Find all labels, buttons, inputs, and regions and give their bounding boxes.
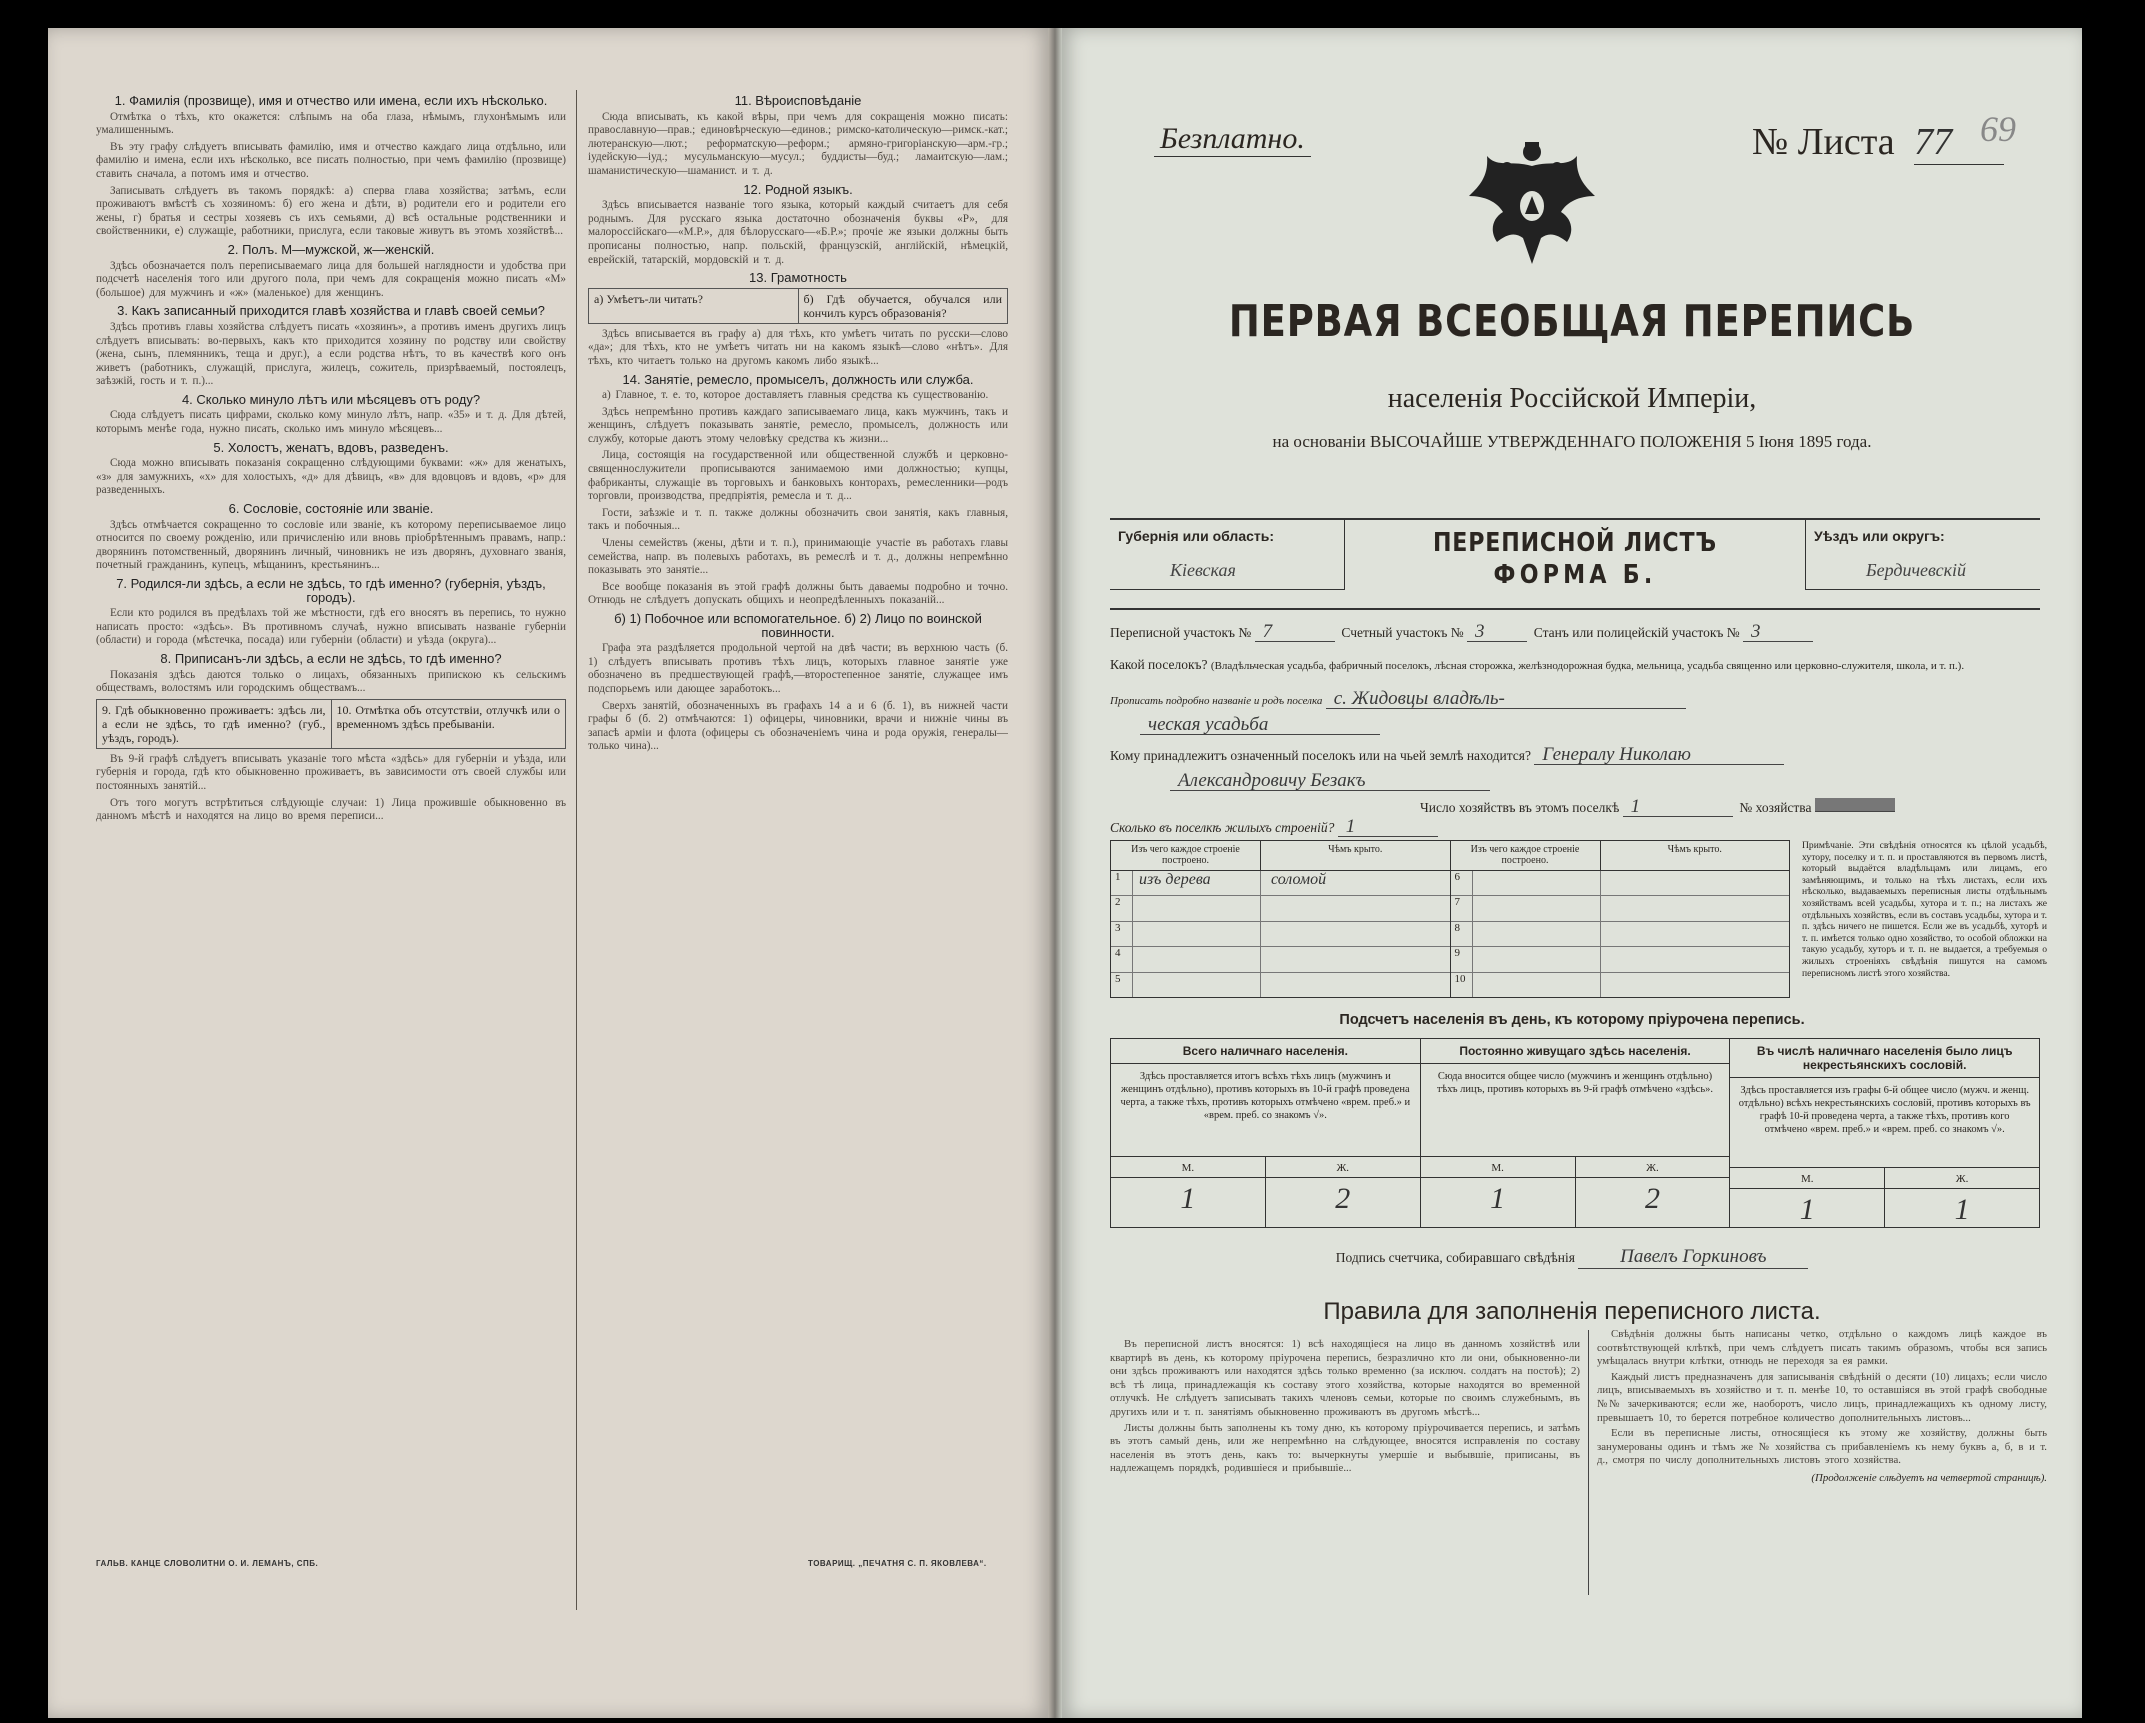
form-type: ФОРМА Б. xyxy=(1493,560,1657,590)
form-header xyxy=(1110,518,2040,610)
rules-column-right xyxy=(1597,1328,2047,1486)
male-count: 1 xyxy=(1180,1182,1196,1215)
count-district-value: 3 xyxy=(1467,623,1527,642)
material-cell xyxy=(1133,947,1261,971)
material-cell xyxy=(1473,947,1601,971)
row-number: 2 xyxy=(1111,896,1133,920)
household-number-value xyxy=(1815,798,1895,812)
census-district-label: Переписной участокъ № xyxy=(1110,625,1252,640)
roof-cell xyxy=(1601,871,1790,895)
sheet-number-label: № Листа xyxy=(1752,121,1895,163)
literacy-subheadings xyxy=(588,288,1008,324)
section-text: Члены семействъ (жены, дѣти и т. п.), принимающіе участіе въ работахъ главы семейства, напр. въ полевыхъ работахъ, въ ремеслѣ и т. д., должны непремѣнно показывать это занятіе... xyxy=(588,537,1008,577)
material-cell xyxy=(1133,922,1261,946)
section-heading: 8. Приписанъ-ли здѣсь, а если не здѣсь, то гдѣ именно? xyxy=(160,650,502,666)
roof-cell xyxy=(1261,922,1450,946)
printer-imprint-left: ГАЛЬВ. КАНЦЕ СЛОВОЛИТНИ О. И. ЛЕМАНЪ, СПБ. xyxy=(96,1559,319,1568)
population-description: Сюда вносится общее число (мужчинъ и женщинъ отдѣльно) тѣхъ лицъ, противъ которыхъ въ 9-й графѣ отмѣчено «здѣсь». xyxy=(1436,1071,1714,1095)
settlement-value-line-2 xyxy=(1110,716,2040,735)
table-row xyxy=(1111,871,1450,896)
female-count: 2 xyxy=(1265,1178,1420,1227)
owner-value: Генералу Николаю xyxy=(1534,746,1784,765)
section-text: Графа эта раздѣляется продольной чертой на двѣ части; въ верхнюю часть (б. 1) слѣдуетъ вписывать противъ тѣхъ лицъ, которыхъ главное занятіе уже обозначено въ предшествующей графѣ,—второстепенное занятіе, служащее имъ подспорьемъ или дающее заработокъ... xyxy=(588,642,1008,695)
population-values xyxy=(1421,1178,1730,1227)
buildings-table-header xyxy=(1111,841,1450,871)
male-header: М. xyxy=(1801,1173,1814,1185)
rules-paragraph: Если въ переписные листы, относящіеся къ этому же хозяйству, должны быть занумерованы одинъ и тѣмъ же № хозяйства съ прибавленіемъ къ нему буквъ а, б, в и т. д., смотря по числу дополнительныхъ листовъ этого хозяйства. xyxy=(1597,1427,2047,1467)
section-text: Гости, заѣзжіе и т. п. также должны обозначить свои занятія, какъ главныя, такъ и побочныя... xyxy=(588,506,1008,533)
settlement-value-line xyxy=(1110,690,2040,710)
population-header: Постоянно живущаго здѣсь населенія. xyxy=(1421,1039,1730,1064)
instructions-column-1 xyxy=(96,90,566,1570)
rules-paragraph: Свѣдѣнія должны быть написаны четко, отдѣльно о каждомъ лицѣ каждое въ соотвѣтствующей клѣткѣ, при чемъ слѣдуетъ писать такимъ образомъ, чтобы вся запись умѣщалась внутри клѣтки, отнюдь не переходя за ея рамки. xyxy=(1597,1328,2047,1368)
section-text: а) Главное, т. е. то, которое доставляетъ главныя средства къ существованію. xyxy=(602,389,989,402)
household-number-label: № хозяйства xyxy=(1739,800,1812,815)
book-gutter xyxy=(1048,28,1062,1718)
buildings-label: Сколько въ поселкѣ жилыхъ строеній? xyxy=(1110,820,1335,835)
section-heading: 14. Занятіе, ремесло, промыселъ, должность или служба. xyxy=(622,371,974,387)
population-values xyxy=(1111,1178,1420,1227)
section-heading: 5. Холостъ, женатъ, вдовъ, разведенъ. xyxy=(213,439,449,455)
stan-value: 3 xyxy=(1743,623,1813,642)
population-header: Въ числѣ наличнаго населенія было лицъ некрестьянскихъ сословій. xyxy=(1730,1039,2039,1078)
signature-value: Павелъ Горкиновъ xyxy=(1578,1246,1808,1269)
population-table xyxy=(1110,1038,2040,1228)
section-heading: 9. Гдѣ обыкновенно проживаетъ: здѣсь ли, а если не здѣсь, то гдѣ именно? (губ., уѣздъ, городъ). xyxy=(102,702,326,745)
population-column-permanent xyxy=(1420,1039,1730,1227)
free-label: Безплатно. xyxy=(1154,122,1311,157)
gubernia-value: Кіевская xyxy=(1170,560,1236,580)
row-number: 3 xyxy=(1111,922,1133,946)
table-row xyxy=(1451,871,1790,896)
owner-line xyxy=(1110,746,2040,765)
material-header: Изъ чего каждое строеніе построено. xyxy=(1451,841,1601,870)
table-row xyxy=(1111,896,1450,921)
buildings-table-right xyxy=(1450,841,1790,997)
page-subtitle: населенія Россійской Имперіи, xyxy=(1387,383,1757,414)
roof-cell xyxy=(1261,973,1450,997)
row-number: 10 xyxy=(1451,973,1473,997)
material-cell xyxy=(1473,871,1601,895)
section-text: Здѣсь отмѣчается сокращенно то сословіе или званіе, къ которому переписываемое лицо относится по своему рожденію, или причисленію или вновь пріобрѣтеннымъ правамъ, напр.: дворянинъ потомственный, дворянинъ личный, чиновникъ не изъ дворянъ, духовнаго званія, почетный гражданинъ, купецъ, мѣщанинъ, крестьянинъ... xyxy=(96,518,566,572)
roof-cell xyxy=(1601,896,1790,920)
table-row xyxy=(1451,922,1790,947)
uezd-value: Бердичевскій xyxy=(1866,560,1967,580)
roof-header: Чѣмъ крыто. xyxy=(1667,844,1722,855)
gubernia-label: Губернія или область: xyxy=(1118,528,1275,544)
enumerator-signature-line xyxy=(1062,1246,2082,1269)
rules-column-left xyxy=(1110,1338,1580,1478)
legal-basis: на основаніи ВЫСОЧАЙШЕ УТВЕРЖДЕННАГО ПОЛОЖЕНІЯ 5 Іюня 1895 года. xyxy=(1272,432,1872,451)
roof-cell xyxy=(1261,947,1450,971)
table-row xyxy=(1111,947,1450,972)
section-subheading: а) Умѣетъ-ли читать? xyxy=(594,291,703,306)
sheet-number-value: 77 xyxy=(1914,120,2004,165)
section-text: Сюда можно вписывать показанія сокращенно слѣдующими буквами: «ж» для женатыхъ, «з» для замужнихъ, «х» для холостыхъ, «д» для дѣвицъ, «в» для вдовцовъ и вдовъ, «р» для разведенныхъ. xyxy=(96,457,566,497)
population-column-total xyxy=(1111,1039,1420,1227)
form-title-box xyxy=(1345,520,1805,608)
owner-label: Кому принадлежитъ означенный поселокъ или на чьей землѣ находится? xyxy=(1110,748,1531,763)
section-heading: 10. Отмѣтка объ отсутствіи, отлучкѣ или о временномъ здѣсь пребываніи. xyxy=(331,700,566,748)
households-line xyxy=(1110,798,2040,817)
section-text: Отъ того могутъ встрѣтиться слѣдующіе случаи: 1) Лица прожившіе обыкновенно въ данномъ мѣстѣ и находятся на лицо во время переписи... xyxy=(96,796,566,823)
female-header: Ж. xyxy=(1884,1168,2039,1188)
section-heading: 3. Какъ записанный приходится главѣ хозяйства и главѣ своей семьи? xyxy=(117,303,545,319)
section-text: Въ эту графу слѣдуетъ вписывать фамилію, имя и отчество каждаго лица отдѣльно, или фамилію и имена, если ихъ нѣсколько, все писать полностью, при чемъ фамилію (прозвище) ставить сначала, а потомъ имя и отчество. xyxy=(96,140,566,180)
column-divider xyxy=(576,90,577,1610)
buildings-note: Примѣчаніе. Эти свѣдѣнія относятся къ цѣлой усадьбѣ, хутору, поселку и т. п. и проставляются въ первомъ листѣ, который выдаётся владѣльцамъ или лицамъ, его замѣняющимъ, и только на тѣхъ листахъ, если ихъ нѣсколько, выдаваемыхъ переписныя листы отдѣльнымъ хозяйствамъ всей усадьбы, хутора и т. п.; на листахъ же отдѣльныхъ хозяйствъ, если въ составъ усадьбы, хутора и т. п. здѣсь ничего не пишется. Если же въ усадьбѣ, хуторѣ и т. п. имѣется только одно хозяйство, то особой обложки на такую усадьбу, хуторъ и т. п. не выдается, а требуемыя о жилыхъ строеніяхъ свѣдѣнія пишутся на самомъ переписномъ листѣ этого хозяйства. xyxy=(1802,840,2047,979)
section-pair-heading xyxy=(96,699,566,749)
section-text: Сюда вписывать, къ какой вѣры, при чемъ для сокращенія можно писать: православную—прав.; единовѣрческую—единов.; римско-католическую—римск.-кат.; лютеранскую—лют.; реформатскую—реформ.; армяно-григоріанскую—арм.-гр.; іудейскую—іуд.; мусульманскую—мусул.; буддисты—буд.; ламаитскую—лам.; шаманистическую—шаманист. и т. д. xyxy=(588,110,1008,177)
section-heading: 6. Сословіе, состояніе или званіе. xyxy=(228,501,434,517)
households-value: 1 xyxy=(1623,798,1733,817)
rules-divider xyxy=(1588,1330,1589,1595)
row-number: 8 xyxy=(1451,922,1473,946)
section-text: Здѣсь обозначается полъ переписываемаго лица для большей наглядности и удобства при подсчетѣ населенія того или другого пола, при чемъ для сокращенія можно писать «М» (большое) для мужчинъ и «ж» (маленькое) для женщинъ. xyxy=(96,259,566,299)
section-text: Записывать слѣдуетъ въ такомъ порядкѣ: а) сперва глава хозяйства; затѣмъ, если проживаютъ вмѣстѣ съ хозяиномъ: б) его жена и дѣти, в) родители его и родители его жены, г) братья и сестры хозяевъ съ ихъ семьями, д) всѣ остальные родственники и свойственники, е) служащіе, работники, прислуга, если таковые живутъ въ этомъ хозяйствѣ... xyxy=(96,184,566,238)
settlement-hint-2: Прописать подробно названіе и родъ поселка xyxy=(1110,695,1323,707)
buildings-table xyxy=(1110,840,1790,998)
female-header: Ж. xyxy=(1575,1157,1730,1177)
uezd-box xyxy=(1805,520,2040,590)
section-text: Сверхъ занятій, обозначенныхъ въ графахъ 14 а и 6 (б. 1), въ нижней части графы б (б. 2) отмѣчаются: 1) офицеры, чиновники, врачи и нижніе чины въ запасѣ арміи и флота (офицеры съ обозначеніемъ чина и рода оружія, генералы—только чина)... xyxy=(588,699,1008,753)
section-heading: 13. Грамотность xyxy=(749,270,847,286)
printer-imprint-right: ТОВАРИЩ. „ПЕЧАТНЯ С. П. ЯКОВЛЕВА“. xyxy=(808,1559,987,1568)
material-header: Изъ чего каждое строеніе построено. xyxy=(1111,841,1261,870)
sex-headers xyxy=(1730,1167,2039,1189)
buildings-line xyxy=(1110,818,2040,837)
rules-paragraph: Листы должны быть заполнены къ тому дню, къ которому пріурочивается перепись, и затѣмъ въ этотъ самый день, или же непремѣнно на слѣдующее, вносятся исправленія по составу населенія въ этотъ день, какъ то: вычеркнуты умершіе и выбывшіе, приписаны, въ надлежащемъ порядкѣ, родившіеся и прибывшіе... xyxy=(1110,1421,1580,1475)
buildings-table-left xyxy=(1111,841,1450,997)
signature-label: Подпись счетчика, собиравшаго свѣдѣнія xyxy=(1335,1250,1575,1265)
population-description: Здѣсь проставляется итогъ всѣхъ тѣхъ лицъ (мужчинъ и женщинъ отдѣльно), противъ которыхъ въ 10-й графѣ проведена черта, а также тѣхъ, противъ которыхъ отмѣчено «врем. преб.» и «врем. преб. со знакомъ √». xyxy=(1120,1071,1411,1121)
roof-cell xyxy=(1601,922,1790,946)
households-label: Число хозяйствъ въ этомъ поселкѣ xyxy=(1420,800,1620,815)
folio-number: 69 xyxy=(1980,109,2016,149)
row-number: 7 xyxy=(1451,896,1473,920)
male-count: 1 xyxy=(1490,1182,1506,1215)
rules-title: Правила для заполненія переписного листа. xyxy=(1323,1298,1821,1325)
settlement-value: с. Жидовцы владѣль- xyxy=(1326,690,1686,709)
section-text: Лица, состоящія на государственной или общественной службѣ и церковно-священнослужители прописываются занимаемою ими должностью; купцы, фабриканты, служащіе въ торговыхъ и банковыхъ конторахъ, ремесленники—родъ торговли, производства, предпріятія, ремесла и т. д... xyxy=(588,449,1008,503)
buildings-table-header xyxy=(1451,841,1790,871)
section-heading: 1. Фамилія (прозвище), имя и отчество или имена, если ихъ нѣсколько. xyxy=(114,93,548,108)
table-row xyxy=(1451,896,1790,921)
section-text: Отмѣтка о тѣхъ, кто окажется: слѣпымъ на оба глаза, нѣмымъ, глухонѣмымъ или умалишеннымъ. xyxy=(96,110,566,137)
sex-headers xyxy=(1421,1156,1730,1178)
row-number: 5 xyxy=(1111,973,1133,997)
census-form-page xyxy=(1062,28,2082,1718)
uezd-label: Уѣздъ или округъ: xyxy=(1814,528,1945,544)
section-heading: 11. Вѣроисповѣданіе xyxy=(734,93,862,108)
roof-header: Чѣмъ крыто. xyxy=(1328,844,1383,855)
section-text: Показанія здѣсь даются только о лицахъ, обязанныхъ припискою къ сельскимъ обществамъ, волостямъ или городскимъ обществамъ... xyxy=(96,668,566,695)
section-heading: 4. Сколько минуло лѣтъ или мѣсяцевъ отъ роду? xyxy=(181,391,481,407)
form-title: ПЕРЕПИСНОЙ ЛИСТЪ xyxy=(1432,528,1718,558)
population-header: Всего наличнаго населенія. xyxy=(1111,1039,1420,1064)
female-count: 2 xyxy=(1575,1178,1730,1227)
table-row xyxy=(1111,973,1450,997)
section-heading: 7. Родился-ли здѣсь, а если не здѣсь, то гдѣ именно? (губернія, уѣздъ, городъ). xyxy=(116,576,546,605)
male-count: 1 xyxy=(1799,1193,1815,1226)
material-cell xyxy=(1473,922,1601,946)
material-cell xyxy=(1473,973,1601,997)
population-column-non-peasant xyxy=(1729,1039,2039,1227)
population-title: Подсчетъ населенія въ день, къ которому пріурочена перепись. xyxy=(1339,1012,1805,1028)
owner-line-2 xyxy=(1110,772,2040,791)
section-text: Здѣсь противъ главы хозяйства слѣдуетъ писать «хозяинъ», а противъ именъ другихъ лицъ слѣдуетъ вписывать: во-первыхъ, какъ кто приходится хозяину по родству или свойству (жена, сынъ, племянникъ, теща и друг.), а если родства нѣтъ, то въ качествѣ кого онъ живетъ (работникъ, служащій, прислуга, жилецъ, сожитель, призрѣваемый, постоялецъ, заѣзжій, гость и т. п.)... xyxy=(96,320,566,388)
count-district-label: Счетный участокъ № xyxy=(1341,625,1464,640)
census-district-value: 7 xyxy=(1255,623,1335,642)
roof-cell xyxy=(1261,896,1450,920)
sheet-number xyxy=(1752,120,2004,165)
material-cell: изъ дерева xyxy=(1133,871,1261,895)
page-title: ПЕРВАЯ ВСЕОБЩАЯ ПЕРЕПИСЬ xyxy=(1228,296,1916,347)
male-header: М. xyxy=(1491,1162,1504,1174)
section-heading: 12. Родной языкъ. xyxy=(743,181,853,197)
settlement-label: Какой поселокъ? xyxy=(1110,657,1208,672)
gubernia-box xyxy=(1110,520,1345,590)
table-row xyxy=(1451,947,1790,972)
rules-paragraph: Въ переписной листъ вносятся: 1) всѣ находящіеся на лицо въ данномъ хозяйствѣ или квартирѣ въ день, къ которому пріурочена перепись, безразлично кто ли они, обыкновенно-ли они здѣсь проживаютъ или находятся здѣсь только временно (за исключ. солдатъ на постоѣ); 2) всѣ тѣ лица, принадлежащія къ составу этого хозяйства, которые находятся во временной отлучкѣ. Не слѣдуетъ записывать такихъ членовъ семьи, которые по своимъ служебнымъ, въ другихъ или и т. п. занятіямъ обыкновенно проживаютъ въ другомъ мѣстѣ... xyxy=(1110,1338,1580,1418)
male-header: М. xyxy=(1181,1162,1195,1174)
instructions-column-2 xyxy=(588,90,1008,1570)
population-values xyxy=(1730,1189,2039,1227)
section-heading: 2. Полъ. М—мужской, ж—женскій. xyxy=(227,241,435,257)
roof-cell xyxy=(1601,973,1790,997)
owner-value-2: Александровичу Безакъ xyxy=(1170,772,1490,791)
female-count: 1 xyxy=(1884,1189,2039,1227)
table-row xyxy=(1451,973,1790,997)
settlement-value-2: ческая усадьба xyxy=(1140,716,1380,735)
population-description: Здѣсь проставляется изъ графы 6-й общее число (мужч. и женщ. отдѣльно) всѣхъ некрестьянскихъ сословій, противъ которыхъ въ графѣ 10-й проведена черта, а также тѣхъ, противъ кого отмѣчено «врем. преб.» и «врем. преб. со знакомъ √». xyxy=(1738,1085,2031,1135)
section-text: Здѣсь вписывается названіе того языка, который каждый считаетъ для себя роднымъ. Для русскаго языка достаточно обозначенія буквы «Р», для малороссійскаго—«М.Р.», для бѣлорусскаго—«Б.Р.»; прочіе же языки должны быть прописаны полностью, напр. польскій, французскій, англійскій, нѣмецкій, еврейскій, татарскій, мордовскій и т. д. xyxy=(588,199,1008,266)
material-cell xyxy=(1133,973,1261,997)
material-cell xyxy=(1473,896,1601,920)
material-cell xyxy=(1133,896,1261,920)
row-number: 9 xyxy=(1451,947,1473,971)
section-text: Если кто родился въ предѣлахъ той же мѣстности, гдѣ его вносятъ въ перепись, то нужно написать просто: «здѣсь». Въ противномъ случаѣ, нужно вписывать названіе губерніи (области) и города (мѣстечка, посада) или губерніи (области) и уѣзда (округа)... xyxy=(96,607,566,647)
roof-cell: соломой xyxy=(1271,871,1327,888)
section-text: Здѣсь непремѣнно противъ каждаго записываемаго лица, какъ мужчинъ, такъ и женщинъ, слѣдуетъ показывать занятіе, ремесло, промыселъ, должность или службу, которые даютъ этому человѣку средства къ жизни... xyxy=(588,405,1008,445)
sex-headers xyxy=(1111,1156,1420,1178)
female-header: Ж. xyxy=(1265,1157,1420,1177)
row-number: 4 xyxy=(1111,947,1133,971)
buildings-value: 1 xyxy=(1338,818,1438,837)
section-text: Здѣсь вписывается въ графу а) для тѣхъ, кто умѣетъ читать по русски—слово «да»; для тѣхъ, кто не умѣетъ читать ни на какомъ языкѣ—слово «нѣтъ». Для тѣхъ, кто читаетъ только на другомъ какомъ либо языкѣ... xyxy=(588,327,1008,367)
section-heading: б) 1) Побочное или вспомогательное. б) 2) Лицо по воинской повинности. xyxy=(614,611,982,640)
section-text: Сюда слѣдуетъ писать цифрами, сколько кому минуло лѣтъ, напр. «35» и т. д. Для дѣтей, которымъ менѣе года, нужно писать, сколько имъ минуло мѣсяцевъ... xyxy=(96,409,566,436)
stan-label: Станъ или полицейскій участокъ № xyxy=(1533,625,1740,640)
district-line xyxy=(1110,623,2040,642)
section-text: Все вообще показанія въ этой графѣ должны быть даваемы подробно и точно. Отнюдь не слѣдуетъ допускать общихъ и неопредѣленныхъ показаній... xyxy=(588,580,1008,607)
continued-note: (Продолженіе слѣдуетъ на четвертой страницѣ). xyxy=(1811,1471,2047,1484)
section-text: Въ 9-й графѣ слѣдуетъ вписывать указаніе того мѣста «здѣсь» для губерніи и уѣзда, или губернія и города, гдѣ кто обыкновенно проживаетъ, въ зависимости отъ своей службы или постоянныхъ занятій... xyxy=(96,752,566,792)
settlement-hint: (Владѣльческая усадьба, фабричный поселокъ, лѣсная сторожка, желѣзнодорожная будка, мельница, усадьба священно или церковно-служителя, школа, и т. п.). xyxy=(1210,660,1965,672)
row-number: 1 xyxy=(1111,871,1133,895)
roof-cell xyxy=(1601,947,1790,971)
settlement-line xyxy=(1110,656,2040,675)
table-row xyxy=(1111,922,1450,947)
double-headed-eagle-icon xyxy=(1467,138,1597,268)
section-subheading: б) Гдѣ обучается, обучался или кончилъ курсъ образованія? xyxy=(798,289,1008,323)
left-page xyxy=(48,28,1048,1718)
row-number: 6 xyxy=(1451,871,1473,895)
rules-paragraph: Каждый листъ предназначенъ для записыванія свѣдѣній о десяти (10) лицахъ; если число лицъ, вписываемыхъ въ хозяйство и т. п. менѣе 10, то оставшіяся въ этой графѣ свободные №№ зачеркиваются; если же, наоборотъ, число лицъ, принадлежащихъ къ одному листу, превышаетъ 10, то берется потребное количество дополнительныхъ листовъ... xyxy=(1597,1370,2047,1424)
